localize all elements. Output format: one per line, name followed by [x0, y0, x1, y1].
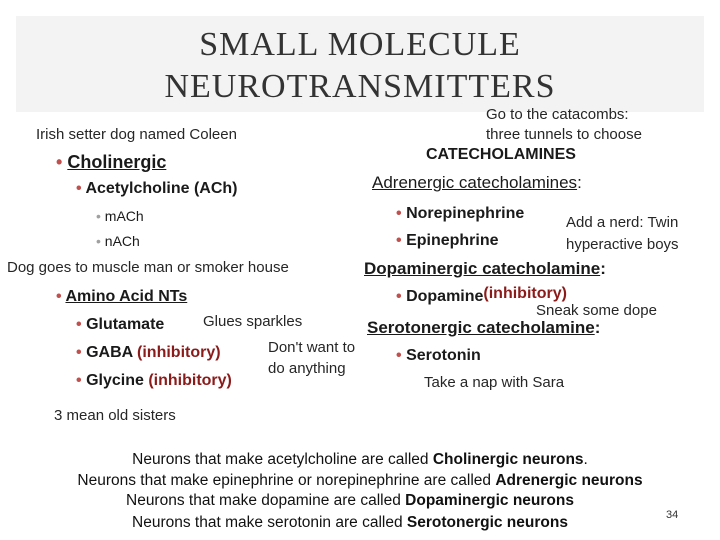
bullet-dot: •	[56, 288, 62, 305]
bullet-dot: •	[396, 347, 402, 364]
colon: :	[577, 173, 582, 192]
summary-text: Neurons that make serotonin are called	[132, 514, 407, 531]
bullet-dot: •	[396, 288, 402, 305]
colon: :	[594, 318, 601, 337]
summary-term: Adrenergic neurons	[495, 472, 643, 489]
acetylcholine-item	[76, 180, 237, 198]
summary-text: Neurons that make acetylcholine are called	[132, 451, 433, 468]
mach-item	[96, 208, 144, 224]
slide-title-line-1: SMALL MOLECULE	[199, 26, 521, 63]
dopaminergic-heading	[364, 259, 606, 279]
mnemonic-sisters: 3 mean old sisters	[54, 407, 176, 424]
mach-label: mACh	[104, 208, 144, 224]
nach-label: nACh	[104, 233, 140, 249]
bullet-dot: •	[76, 344, 82, 361]
mnemonic-glues: Glues sparkles	[203, 313, 303, 330]
slide-title-line-2: NEUROTRANSMITTERS	[164, 68, 556, 105]
bullet-dot: •	[76, 180, 82, 197]
bullet-dot: •	[396, 232, 402, 249]
serotonergic-heading	[367, 318, 600, 338]
bullet-dot: •	[96, 233, 101, 249]
acetylcholine-label: Acetylcholine (ACh)	[85, 180, 238, 197]
cholinergic-label: Cholinergic	[67, 152, 167, 172]
mnemonic-dont-want-line-1: Don't want to	[268, 339, 356, 356]
glutamate-label: Glutamate	[86, 316, 165, 333]
mnemonic-catacombs-line-1: Go to the catacombs:	[486, 106, 629, 123]
catecholamines-heading: CATECHOLAMINES	[426, 146, 576, 163]
mnemonic-dog-house: Dog goes to muscle man or smoker house	[7, 259, 289, 276]
dopaminergic-label: Dopaminergic catecholamine	[364, 259, 601, 278]
gaba-item	[76, 344, 221, 362]
adrenergic-label: Adrenergic catecholamines	[372, 173, 578, 192]
summary-text: Neurons that make dopamine are called	[126, 492, 406, 509]
bullet-dot: •	[96, 208, 101, 224]
nach-item	[96, 233, 140, 249]
glycine-item	[76, 372, 232, 390]
gaba-inhibitory: (inhibitory)	[137, 344, 221, 361]
mnemonic-irish-setter: Irish setter dog named Coleen	[36, 126, 237, 143]
adrenergic-heading	[372, 173, 582, 193]
mnemonic-add-nerd: Add a nerd: Twin	[566, 214, 679, 231]
epinephrine-label: Epinephrine	[406, 232, 499, 249]
dopamine-label: Dopamine	[406, 288, 484, 305]
summary-term: Dopaminergic neurons	[405, 492, 574, 509]
mnemonic-nap: Take a nap with Sara	[424, 374, 565, 391]
glycine-inhibitory: (inhibitory)	[148, 372, 232, 389]
serotonin-label: Serotonin	[406, 347, 481, 364]
summary-line-dopaminergic	[0, 492, 700, 510]
page-number: 34	[666, 509, 679, 521]
colon: :	[600, 259, 606, 278]
summary-line-cholinergic	[0, 451, 720, 469]
mnemonic-dont-want-line-2: do anything	[268, 360, 346, 377]
summary-text: .	[583, 451, 588, 468]
summary-text: Neurons that make epinephrine or norepinephrine are called	[77, 472, 496, 489]
epinephrine-item	[396, 232, 499, 250]
amino-acid-label: Amino Acid NTs	[65, 288, 188, 305]
dopamine-inhibitory: (inhibitory)	[483, 285, 567, 302]
summary-term: Serotonergic neurons	[406, 514, 568, 531]
norepinephrine-item	[396, 205, 524, 223]
mnemonic-sneak: Sneak some dope	[536, 302, 657, 319]
norepinephrine-label: Norepinephrine	[406, 205, 525, 222]
glutamate-item	[76, 316, 164, 334]
serotonin-item	[396, 347, 481, 365]
bullet-dot: •	[396, 205, 402, 222]
summary-line-serotonergic	[0, 514, 700, 532]
amino-acid-item	[56, 288, 187, 306]
serotonergic-label: Serotonergic catecholamine	[367, 318, 595, 337]
bullet-dot: •	[76, 316, 82, 333]
mnemonic-hyperactive: hyperactive boys	[566, 236, 679, 253]
gaba-label: GABA	[86, 344, 133, 361]
mnemonic-catacombs-line-2: three tunnels to choose	[486, 126, 642, 143]
bullet-dot: •	[76, 372, 82, 389]
glycine-label: Glycine	[86, 372, 144, 389]
cholinergic-item	[56, 152, 166, 173]
summary-term: Cholinergic neurons	[432, 451, 584, 468]
summary-line-adrenergic	[0, 472, 720, 490]
bullet-dot: •	[56, 152, 63, 172]
